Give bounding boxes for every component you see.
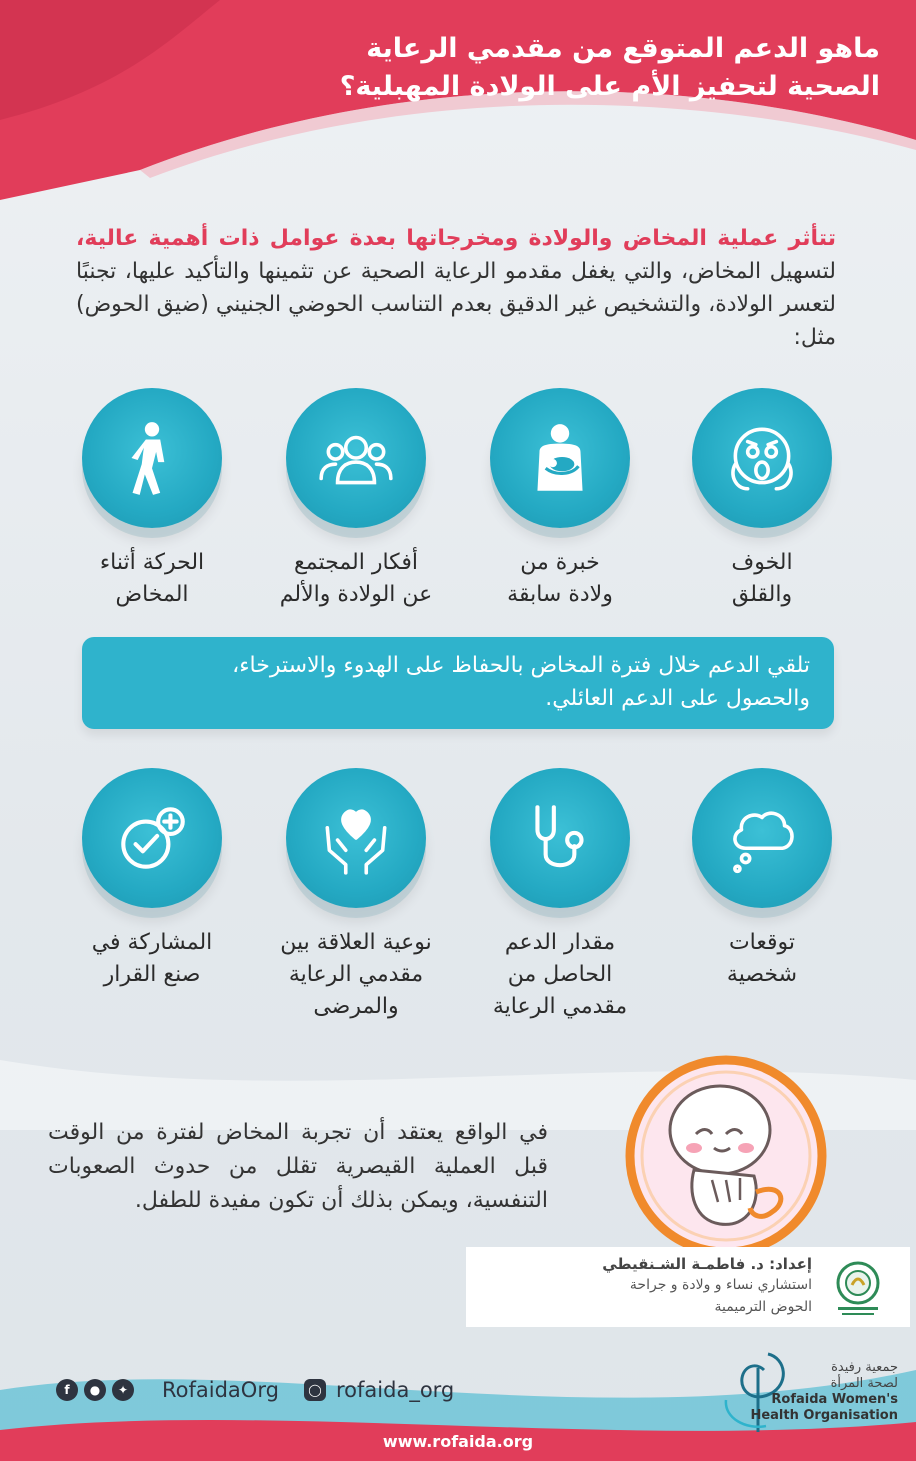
factor-expectations-circle bbox=[692, 768, 832, 908]
fear-face-icon bbox=[721, 417, 803, 499]
intro-body: لتسهيل المخاض، والتي يغفل مقدمو الرعاية الصحية عن تثمينها والتأكيد عليها، تجنبًا لتعسر الولادة، والتشخيص غير الدقيق بعدم التناسب الحوضي الجنيني (ضيق الحوض) مثل: bbox=[76, 259, 836, 350]
facebook-icon[interactable]: f bbox=[56, 1379, 78, 1401]
org-name-ar-line-1: جمعية رفيدة bbox=[831, 1360, 898, 1375]
factor-experience-circle bbox=[490, 388, 630, 528]
factor-fear-label: الخوف والقلق bbox=[731, 550, 793, 607]
org-name-ar-line-2: لصحة المرأة bbox=[830, 1376, 898, 1391]
conclusion-text: في الواقع يعتقد أن تجربة المخاض لفترة من الوقت قبل العملية القيصرية تقلل من حدوث الصعوبات التنفسية، ويمكن بذلك أن تكون مفيدة للطفل. bbox=[48, 1120, 548, 1213]
website-link[interactable]: www.rofaida.org bbox=[382, 1432, 534, 1451]
factor-decision-circle bbox=[82, 768, 222, 908]
author-role-line-2: الحوض الترميمية bbox=[714, 1299, 812, 1315]
title-line-1: ماهو الدعم المتوقع من مقدمي الرعاية bbox=[366, 33, 880, 64]
walking-woman-icon bbox=[111, 417, 193, 499]
intro-highlight: تتأثر عملية المخاض والولادة ومخرجاتها بعدة عوامل ذات أهمية عالية، bbox=[76, 226, 836, 251]
twitter-icon[interactable]: ✦ bbox=[112, 1379, 134, 1401]
support-line-2: والحصول على الدعم العائلي. bbox=[545, 686, 810, 711]
author-role-line-1: استشاري نساء و ولادة و جراحة bbox=[629, 1277, 812, 1293]
social-handle[interactable]: RofaidaOrg bbox=[162, 1378, 279, 1402]
intro-paragraph bbox=[76, 222, 836, 354]
factor-experience-label: خبرة من ولادة سابقة bbox=[507, 550, 613, 607]
author-name: إعداد: د. فاطمـة الشـنقيطي bbox=[602, 1255, 812, 1273]
author-card bbox=[466, 1247, 910, 1327]
instagram-handle[interactable]: rofaida_org bbox=[336, 1378, 455, 1402]
factor-movement-label: الحركة أثناء المخاض bbox=[99, 550, 205, 607]
society-logo-icon bbox=[826, 1255, 890, 1319]
snapchat-icon[interactable]: ● bbox=[84, 1379, 106, 1401]
fetus-illustration-icon bbox=[622, 1052, 830, 1260]
support-line-1: تلقي الدعم خلال فترة المخاض بالحفاظ على الهدوء والاسترخاء، bbox=[232, 653, 810, 678]
factor-expectations-label: توقعات شخصية bbox=[726, 930, 798, 987]
mother-baby-icon bbox=[519, 417, 601, 499]
factor-movement-circle bbox=[82, 388, 222, 528]
community-group-icon bbox=[315, 417, 397, 499]
stethoscope-icon bbox=[519, 797, 601, 879]
heart-hands-icon bbox=[315, 797, 397, 879]
thought-bubble-icon bbox=[721, 797, 803, 879]
factor-support-amount-circle bbox=[490, 768, 630, 908]
factor-fear-circle bbox=[692, 388, 832, 528]
support-callout bbox=[82, 637, 834, 729]
page-title bbox=[260, 30, 880, 106]
factor-decision-label: المشاركة في صنع القرار bbox=[91, 930, 213, 987]
factor-community-circle bbox=[286, 388, 426, 528]
factor-relationship-label: نوعية العلاقة بين مقدمي الرعاية والمرضى bbox=[280, 930, 432, 1019]
factor-support-amount-label: مقدار الدعم الحاصل من مقدمي الرعاية bbox=[492, 930, 628, 1019]
title-line-2: الصحية لتحفيز الأم على الولادة المهبلية؟ bbox=[339, 71, 880, 102]
instagram-icon[interactable]: ◯ bbox=[304, 1379, 326, 1401]
org-name-en-line-1: Rofaida Women's bbox=[771, 1392, 898, 1407]
decision-check-plus-icon bbox=[111, 797, 193, 879]
org-name-en-line-2: Health Organisation bbox=[750, 1408, 898, 1423]
factor-relationship-circle bbox=[286, 768, 426, 908]
factor-community-label: أفكار المجتمع عن الولادة والألم bbox=[279, 550, 433, 607]
